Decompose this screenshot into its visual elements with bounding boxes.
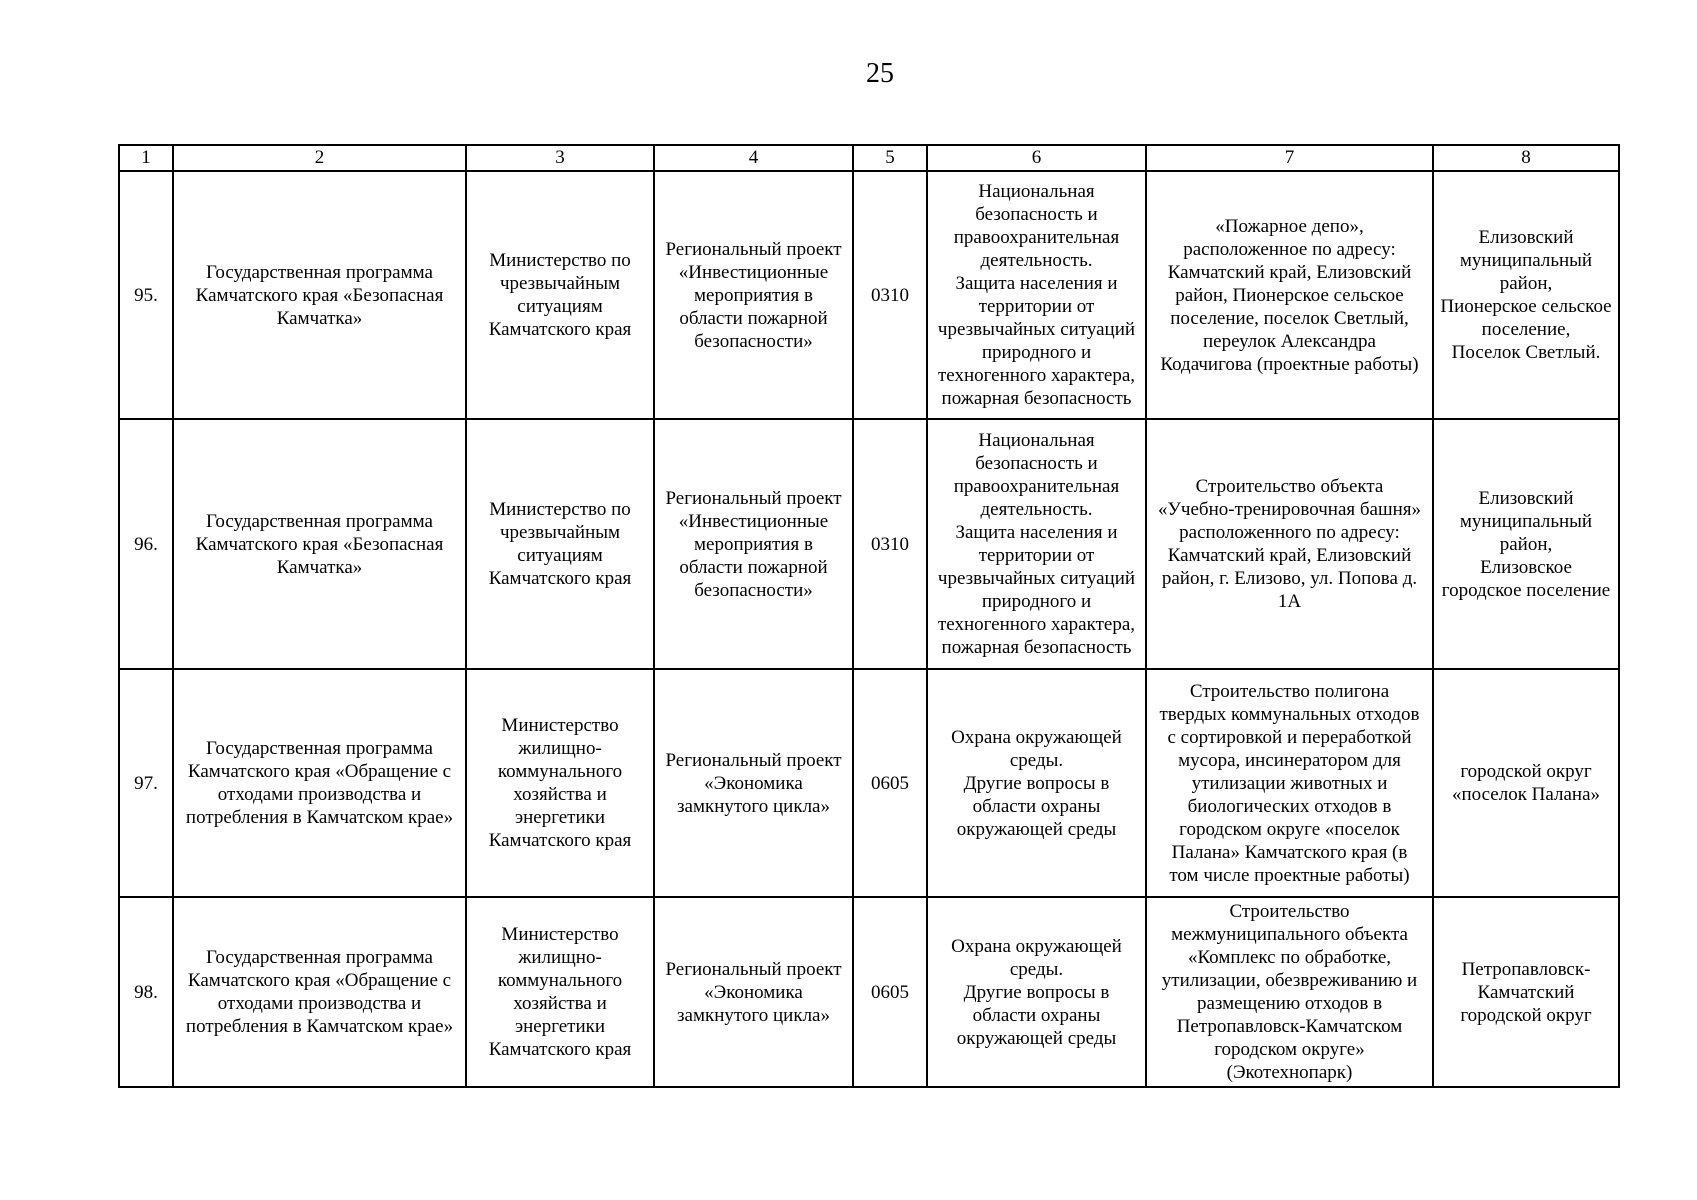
header-cell-8: 8 [1433, 145, 1619, 171]
header-cell-3: 3 [466, 145, 654, 171]
program-cell: Государственная программа Камчатского края «Безопасная Камчатка» [173, 171, 466, 419]
budget-code-cell: 0605 [853, 897, 927, 1087]
ministry-cell: Министерство жилищно- коммунального хозяйства и энергетики Камчатского края [466, 897, 654, 1087]
row-number: 95. [119, 171, 173, 419]
budget-code-cell: 0310 [853, 171, 927, 419]
location-cell: Елизовский муниципальный район, Пионерское сельское поселение, Поселок Светлый. [1433, 171, 1619, 419]
budget-section-cell: Национальная безопасность и правоохранительная деятельность. Защита населения и территории от чрезвычайных ситуаций природного и техногенного характера, пожарная безопасность [927, 419, 1146, 669]
row-number: 97. [119, 669, 173, 897]
location-cell: Петропавловск- Камчатский городской округ [1433, 897, 1619, 1087]
object-cell: Строительство межмуниципального объекта «Комплекс по обработке, утилизации, обезвреживанию и размещению отходов в Петропавловск-Камчатском городском округе» (Экотехнопарк) [1146, 897, 1433, 1087]
ministry-cell: Министерство по чрезвычайным ситуациям Камчатского края [466, 171, 654, 419]
header-cell-6: 6 [927, 145, 1146, 171]
header-cell-7: 7 [1146, 145, 1433, 171]
project-cell: Региональный проект «Инвестиционные мероприятия в области пожарной безопасности» [654, 419, 853, 669]
table-header-row [119, 145, 1619, 171]
budget-code-cell: 0605 [853, 669, 927, 897]
row-number: 96. [119, 419, 173, 669]
budget-code-cell: 0310 [853, 419, 927, 669]
object-cell: «Пожарное депо», расположенное по адресу: Камчатский край, Елизовский район, Пионерское сельское поселение, поселок Светлый, переулок Александра Кодачигова (проектные работы) [1146, 171, 1433, 419]
header-cell-2: 2 [173, 145, 466, 171]
header-cell-5: 5 [853, 145, 927, 171]
table-row [119, 669, 1619, 897]
project-cell: Региональный проект «Экономика замкнутого цикла» [654, 897, 853, 1087]
program-cell: Государственная программа Камчатского края «Обращение с отходами производства и потребления в Камчатском крае» [173, 897, 466, 1087]
table-row [119, 419, 1619, 669]
location-cell: городской округ «поселок Палана» [1433, 669, 1619, 897]
location-cell: Елизовский муниципальный район, Елизовское городское поселение [1433, 419, 1619, 669]
page-number: 25 [866, 58, 894, 89]
table-row [119, 171, 1619, 419]
program-cell: Государственная программа Камчатского края «Безопасная Камчатка» [173, 419, 466, 669]
budget-section-cell: Национальная безопасность и правоохранительная деятельность. Защита населения и территории от чрезвычайных ситуаций природного и техногенного характера, пожарная безопасность [927, 171, 1146, 419]
ministry-cell: Министерство жилищно- коммунального хозяйства и энергетики Камчатского края [466, 669, 654, 897]
registry-table [118, 144, 1620, 1088]
header-cell-4: 4 [654, 145, 853, 171]
project-cell: Региональный проект «Инвестиционные мероприятия в области пожарной безопасности» [654, 171, 853, 419]
table-row [119, 897, 1619, 1087]
program-cell: Государственная программа Камчатского края «Обращение с отходами производства и потребления в Камчатском крае» [173, 669, 466, 897]
object-cell: Строительство полигона твердых коммунальных отходов с сортировкой и переработкой мусора, инсинератором для утилизации животных и биологических отходов в городском округе «поселок Палана» Камчатского края (в том числе проектные работы) [1146, 669, 1433, 897]
object-cell: Строительство объекта «Учебно-тренировочная башня» расположенного по адресу: Камчатский край, Елизовский район, г. Елизово, ул. Попова д. 1А [1146, 419, 1433, 669]
ministry-cell: Министерство по чрезвычайным ситуациям Камчатского края [466, 419, 654, 669]
budget-section-cell: Охрана окружающей среды. Другие вопросы в области охраны окружающей среды [927, 897, 1146, 1087]
project-cell: Региональный проект «Экономика замкнутого цикла» [654, 669, 853, 897]
header-cell-1: 1 [119, 145, 173, 171]
row-number: 98. [119, 897, 173, 1087]
budget-section-cell: Охрана окружающей среды. Другие вопросы в области охраны окружающей среды [927, 669, 1146, 897]
